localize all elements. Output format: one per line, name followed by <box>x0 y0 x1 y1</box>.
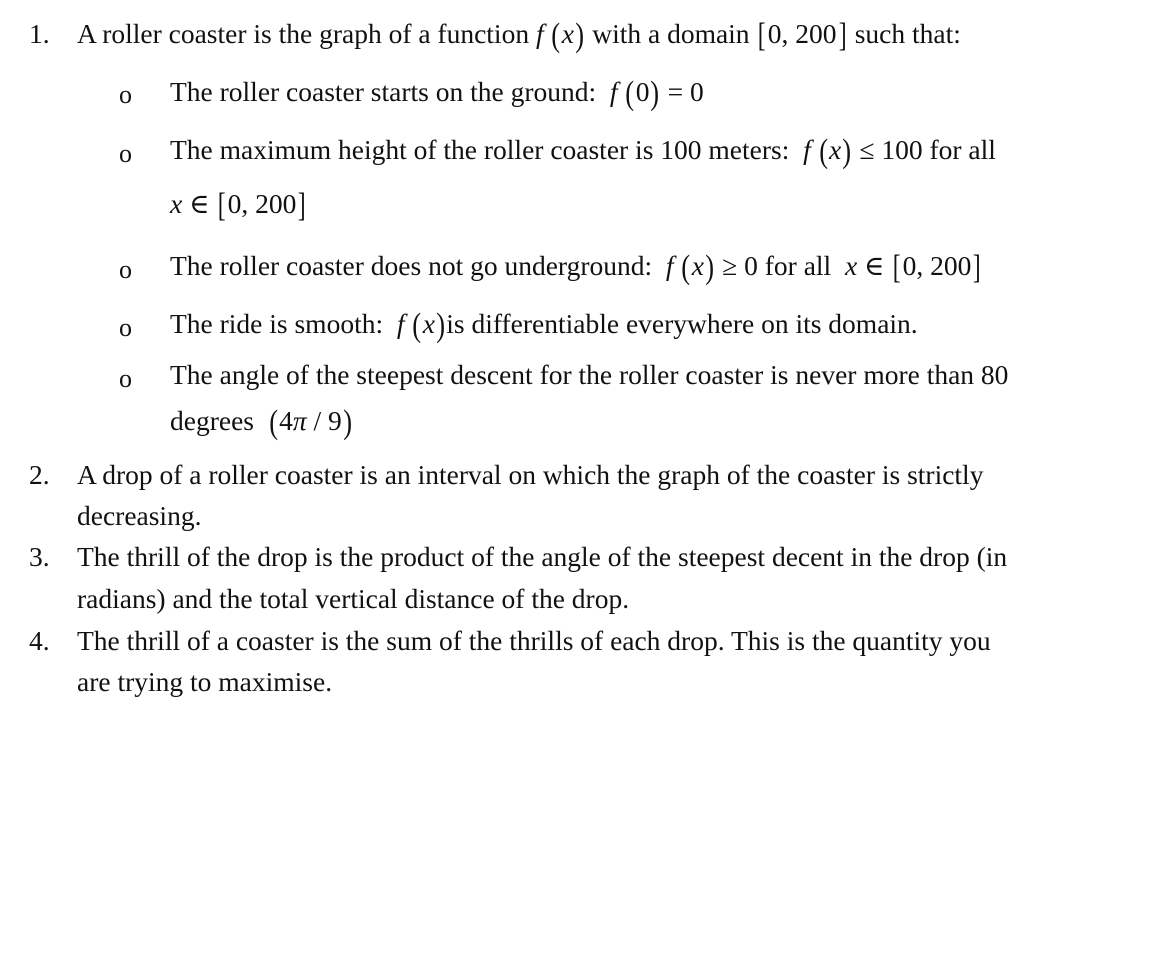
subitem-3-bullet: o <box>119 255 132 284</box>
subitem-2-line-2 <box>170 187 308 224</box>
subitem-2-bullet: o <box>119 139 132 168</box>
subitem-1-line <box>170 75 704 112</box>
subitem-4-text: The ride is smooth: <box>170 308 384 339</box>
subitem-3-text-after: for all <box>764 250 832 281</box>
item-3-line-1: The thrill of the drop is the product of the angle of the steepest decent in the drop (in <box>77 541 1008 572</box>
subitem-1-text: The roller coaster starts on the ground: <box>170 76 597 107</box>
subitem-2-domain-math: x ∈ [0, 200] <box>170 187 307 224</box>
subitem-5-line-1: The angle of the steepest descent for the roller coaster is never more than 80 <box>170 359 1009 390</box>
item-1-number: 1. <box>29 18 50 49</box>
subitem-4-text-after: is differentiable everywhere on its domain. <box>446 308 918 339</box>
subitem-2-text: The maximum height of the roller coaster is 100 meters: <box>170 134 790 165</box>
item-1-text-mid: with a domain <box>592 18 750 49</box>
subitem-5-angle-math: (4π / 9) <box>268 404 352 441</box>
item-4-line-2: are trying to maximise. <box>77 666 333 697</box>
subitem-3-text: The roller coaster does not go underground: <box>170 250 653 281</box>
item-1-text-end: such that: <box>854 18 961 49</box>
subitem-4-bullet: o <box>119 313 132 342</box>
item-1-domain-math: [0, 200] <box>758 17 847 54</box>
subitem-5-line-2-text: degrees <box>170 405 254 436</box>
subitem-2-line-1 <box>170 133 996 170</box>
subitem-3-math: f (x) ≥ 0 <box>665 249 758 286</box>
item-4-number: 4. <box>29 625 50 656</box>
subitem-4-math: f (x) <box>396 307 446 344</box>
item-2-line-1: A drop of a roller coaster is an interval on which the graph of the coaster is strictly <box>77 459 984 490</box>
item-2-number: 2. <box>29 459 50 490</box>
item-3-line-2: radians) and the total vertical distance of the drop. <box>77 583 630 614</box>
subitem-1-math: f (0) = 0 <box>609 75 704 112</box>
subitem-2-text-after: for all <box>929 134 996 165</box>
item-3-number: 3. <box>29 541 50 572</box>
subitem-2-math: f (x) ≤ 100 <box>803 133 923 170</box>
subitem-3-line <box>170 249 983 286</box>
subitem-1-bullet: o <box>119 80 132 109</box>
subitem-4-line <box>170 307 918 344</box>
item-1-function-math: f (x) <box>535 17 585 54</box>
subitem-3-domain-math: x ∈ [0, 200] <box>844 249 981 286</box>
item-1-line-1 <box>77 17 961 54</box>
subitem-5-bullet: o <box>119 364 132 393</box>
item-2-line-2: decreasing. <box>77 500 202 531</box>
item-4-line-1: The thrill of a coaster is the sum of the thrills of each drop. This is the quantity you <box>77 625 991 656</box>
subitem-5-line-2 <box>170 404 353 441</box>
item-1-text: A roller coaster is the graph of a function <box>77 18 530 49</box>
